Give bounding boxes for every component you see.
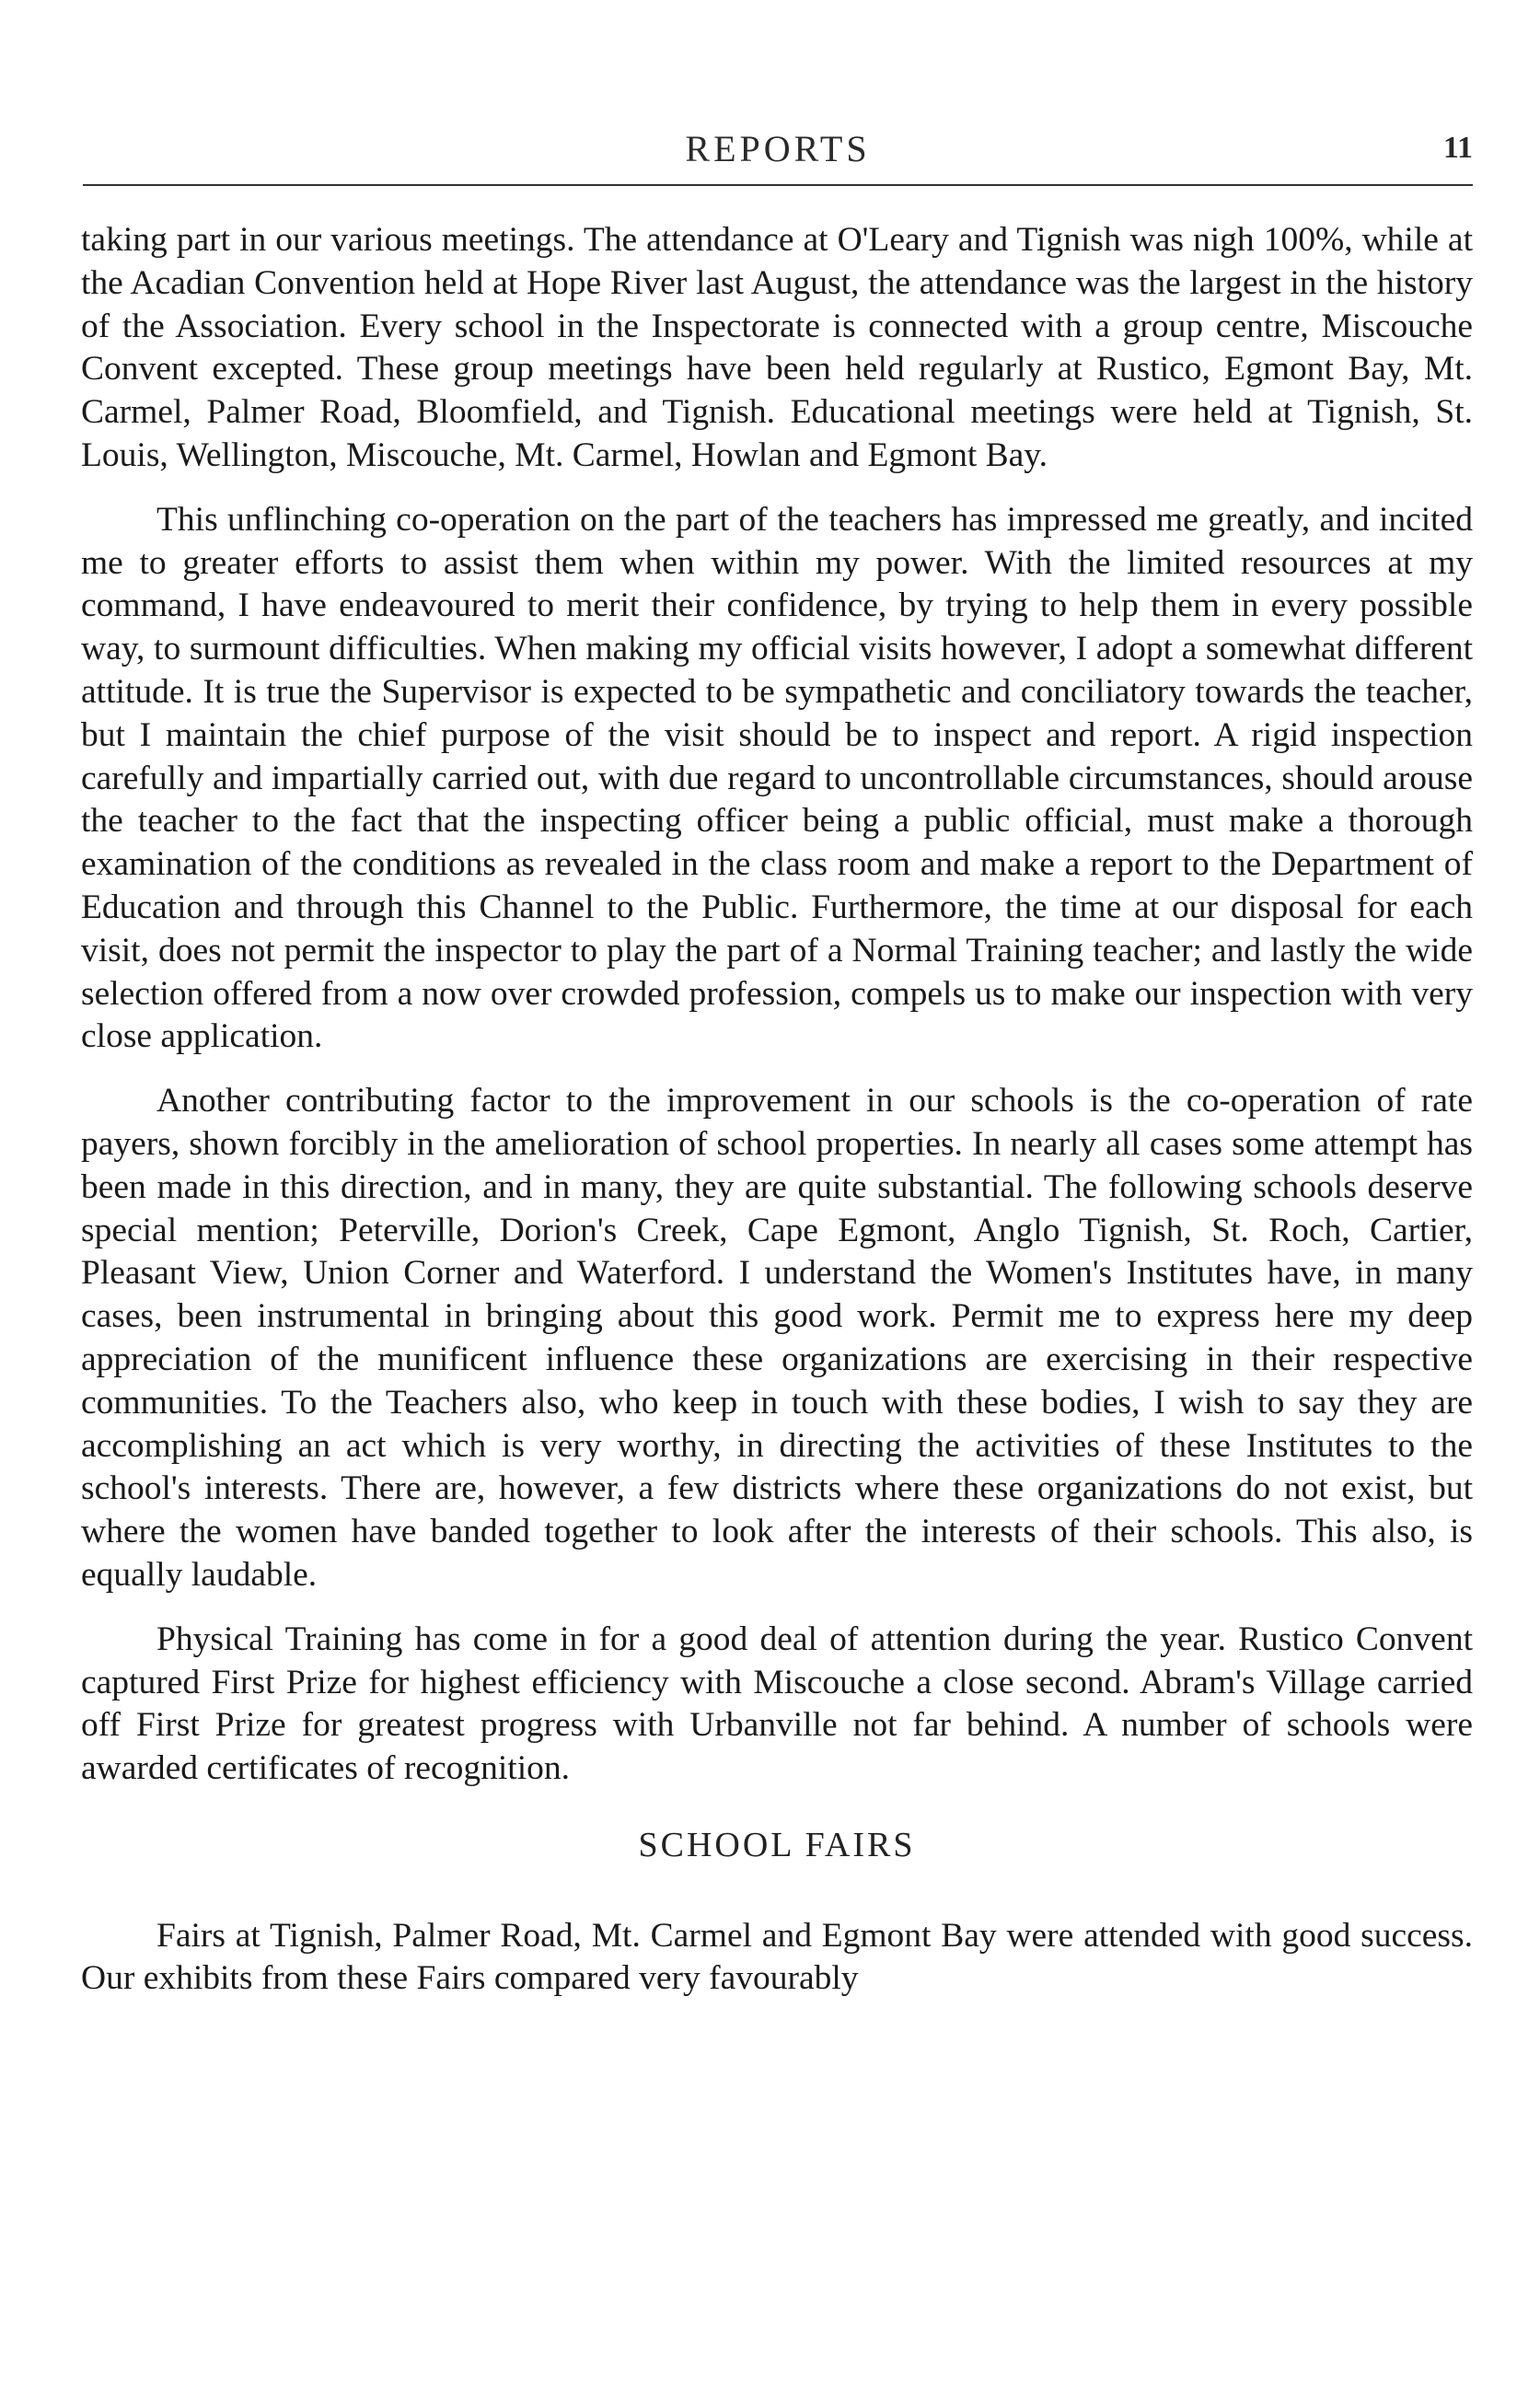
paragraph-cooperation: This unflinching co-operation on the part of the teachers has impressed me greatly, and incited me to greater efforts to assist them when within my power. With the limited resources at my command, I have endeavoured to merit their confidence, by trying to help them in every possible way, to surmount difficulties. When making my official visits however, I adopt a somewhat different attitude. It is true the Supervisor is expected to be sympathetic and conciliatory towards the teacher, but I maintain the chief purpose of the visit should be to inspect and report. A rigid inspection carefully and impartially carried out, with due regard to uncontrollable circumstances, should arouse the teacher to the fact that the inspecting officer being a public official, must make a thorough examination of the conditions as revealed in the class room and make a report to the Department of Education and through this Channel to the Public. Furthermore, the time at our disposal for each visit, does not permit the inspector to play the part of a Normal Training teacher; and lastly the wide selection offered from a now over crowded profession, compels us to make our inspection with very close application. xyxy=(81,500,1473,1056)
paragraph-school-fairs: Fairs at Tignish, Palmer Road, Mt. Carmel and Egmont Bay were attended with good success. Our exhibits from these Fairs compared very favourably xyxy=(81,1916,1473,1998)
body-text xyxy=(81,219,1473,2022)
paragraph-continued: taking part in our various meetings. The attendance at O'Leary and Tignish was nigh 100%, while at the Acadian Convention held at Hope River last August, the attendance was the largest in the history of the Association. Every school in the Inspectorate is connected with a group centre, Miscouche Convent excepted. These group meetings have been held regularly at Rustico, Egmont Bay, Mt. Carmel, Palmer Road, Bloomfield, and Tignish. Educational meetings were held at Tignish, St. Louis, Wellington, Miscouche, Mt. Carmel, Howlan and Egmont Bay. xyxy=(81,221,1473,474)
paragraph-physical-training: Physical Training has come in for a good deal of attention during the year. Rustico Convent captured First Prize for highest efficiency with Miscouche a close second. Abram's Village carried off First Prize for greatest progress with Urbanville not far behind. A number of schools were awarded certificates of recognition. xyxy=(81,1619,1473,1788)
paragraph-rate-payers: Another contributing factor to the improvement in our schools is the co-operation of rate payers, shown forcibly in the amelioration of school properties. In nearly all cases some attempt has been made in this direction, and in many, they are quite substantial. The following schools deserve special mention; Peterville, Dorion's Creek, Cape Egmont, Anglo Tignish, St. Roch, Cartier, Pleasant View, Union Corner and Waterford. I understand the Women's Institutes have, in many cases, been instrumental in bringing about this good work. Permit me to express here my deep appreciation of the munificent influence these organizations are exercising in their respective communities. To the Teachers also, who keep in touch with these bodies, I wish to say they are accomplishing an act which is very worthy, in directing the activities of these Institutes to the school's interests. There are, however, a few districts where these organizations do not exist, but where the women have banded together to look after the interests of their schools. This also, is equally laudable. xyxy=(81,1082,1473,1594)
section-heading: SCHOOL FAIRS xyxy=(638,1825,916,1864)
page-number: 11 xyxy=(1442,131,1473,165)
header-rule xyxy=(83,184,1473,186)
page-header xyxy=(83,127,1473,182)
running-head: REPORTS xyxy=(685,128,871,169)
